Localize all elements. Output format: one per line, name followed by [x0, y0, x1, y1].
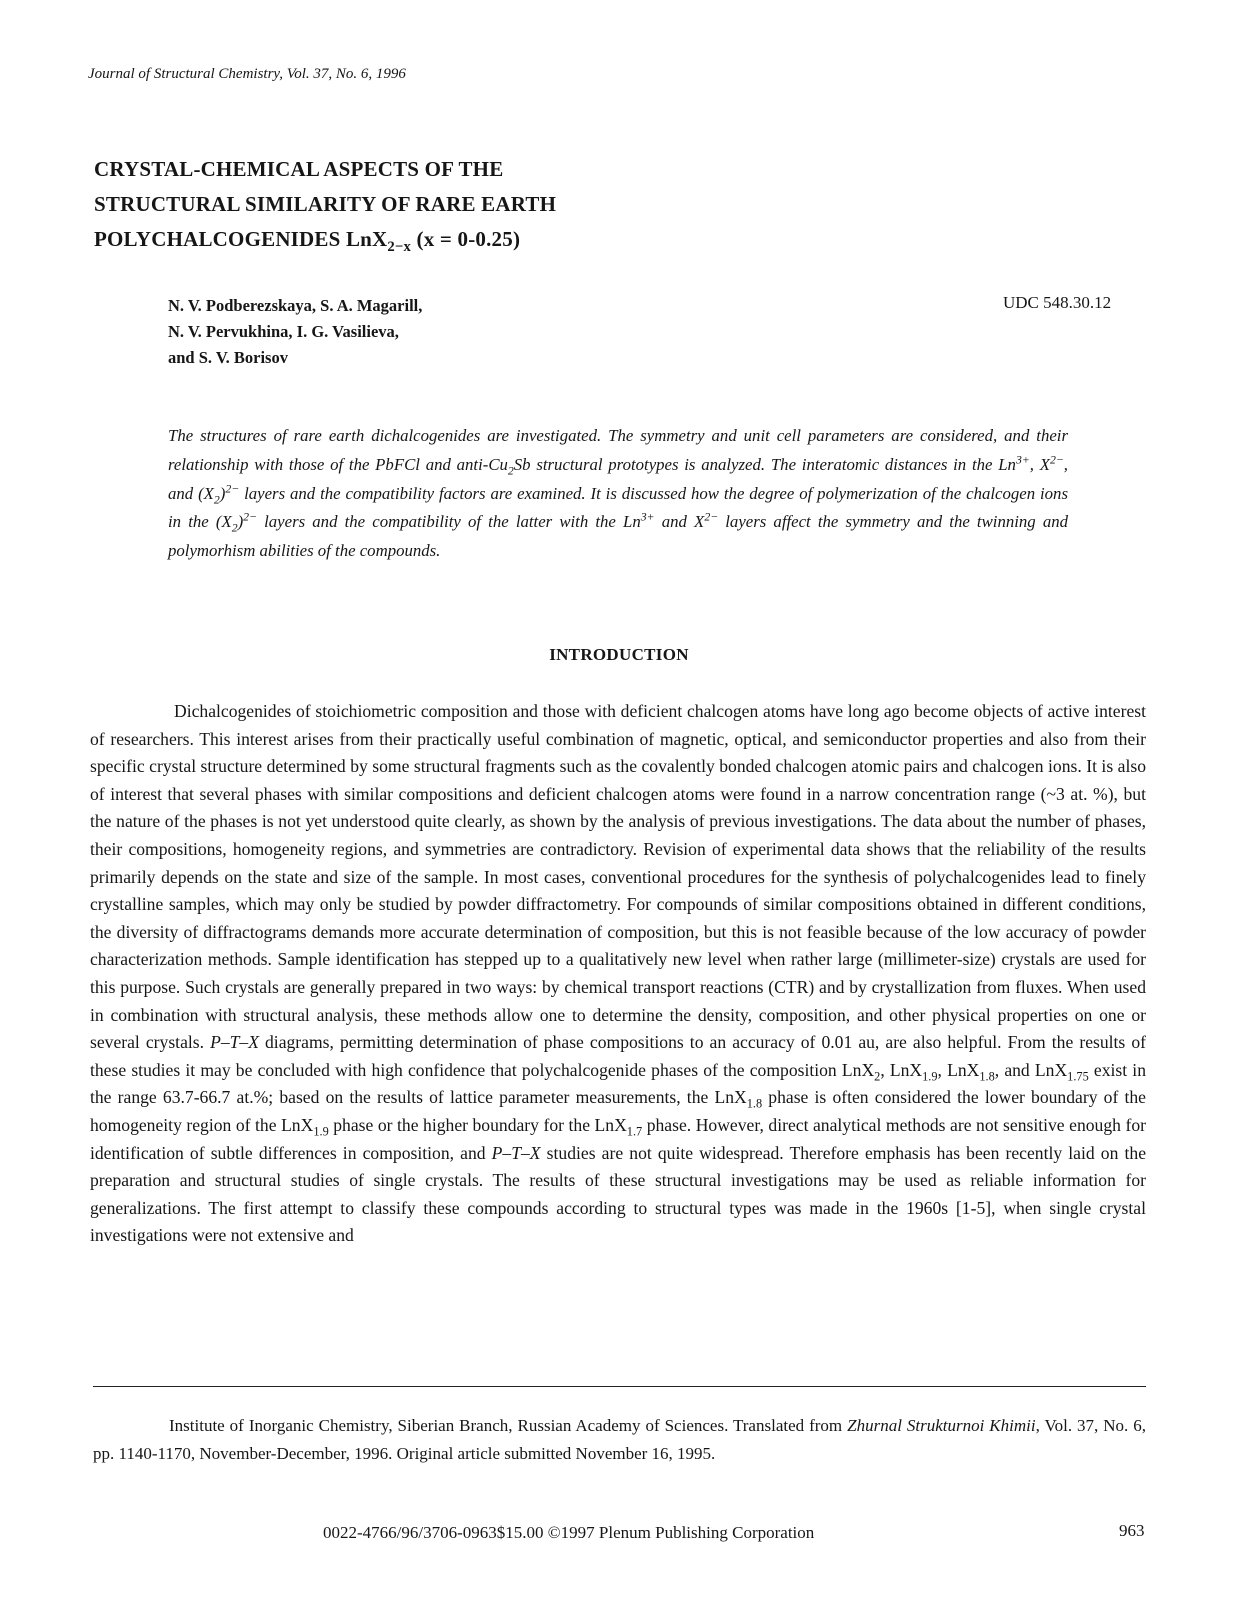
- formula-subscript: 1.8: [746, 1096, 763, 1111]
- body-italic-term: P–T–X: [210, 1032, 259, 1053]
- body-text-run: , LnX: [880, 1059, 923, 1080]
- page-number: 963: [1119, 1521, 1145, 1540]
- copyright-imprint: 0022-4766/96/3706-0963$15.00 ©1997 Plenum Publishing Corporation: [323, 1523, 815, 1542]
- formula-subscript: 1.7: [626, 1124, 643, 1139]
- formula-subscript: 1.8: [979, 1069, 995, 1084]
- formula-subscript: 1.9: [922, 1069, 938, 1084]
- section-heading-introduction: INTRODUCTION: [549, 645, 689, 664]
- body-text-run: , LnX: [937, 1059, 980, 1080]
- body-text-run: Dichalcogenides of stoichiometric composition and those with deficient chalcogen atoms have long ago become objects of active interest of researchers. This interest arises from their practically useful combination of magnetic, optical, and semiconductor properties and also from their specific crystal structure determined by some structural fragments such as the covalently bonded chalcogen atomic pairs and chalcogen ions. It is also of interest that several phases with similar compositions and deficient chalcogen atoms were found in a narrow concentration range (~3 at. %), but the nature of the phases is not yet understood quite clearly, as shown by the analysis of previous investigations. The data about the number of phases, their compositions, homogeneity regions, and symmetries are contradictory. Revision of experimental data shows that the reliability of the results primarily depends on the state and size of the sample. In most cases, conventional procedures for the synthesis of polychalcogenides lead to finely crystalline samples, which may only be studied by powder diffractometry. For compounds of similar compositions obtained in different conditions, the diversity of diffractograms demands more accurate determination of composition, but this is not feasible because of the low accuracy of powder characterization methods. Sample identification has stepped up to a qualitatively new level when rather large (millimeter-size) crystals are used for this purpose. Such crystals are generally prepared in two ways: by chemical transport reactions (CTR) and by crystallization from fluxes. When used in combination with structural analysis, these methods allow one to determine the density, composition, and other physical properties on one or several crystals.: [90, 701, 1146, 1053]
- abstract-text: Sb structural prototypes is analyzed.: [513, 454, 766, 474]
- body-text-run: phase is often considered the lower boundary of the homogeneity region of the LnX: [90, 1087, 1146, 1135]
- author-line-1: N. V. Podberezskaya, S. A. Magarill,: [168, 296, 423, 315]
- abstract-text: , X: [1029, 454, 1050, 474]
- footnote-text: Institute of Inorganic Chemistry, Siberian Branch, Russian Academy of Sciences. Translated from: [169, 1416, 848, 1435]
- abstract-text: and X: [654, 512, 705, 532]
- author-line-2: N. V. Pervukhina, I. G. Vasilieva,: [168, 322, 399, 341]
- formula-subscript: 1.9: [313, 1124, 329, 1139]
- abstract-text: The interatomic distances in the Ln: [770, 454, 1016, 474]
- title-line-2: STRUCTURAL SIMILARITY OF RARE EARTH: [94, 192, 557, 216]
- title-line-1: CRYSTAL-CHEMICAL ASPECTS OF THE: [94, 157, 504, 181]
- body-text-run: phase or the higher boundary for the LnX: [328, 1114, 627, 1135]
- affiliation-footnote: [93, 1412, 1146, 1467]
- udc-code: UDC 548.30.12: [1003, 293, 1112, 312]
- formula-subscript: 1.75: [1067, 1069, 1089, 1084]
- running-head: Journal of Structural Chemistry, Vol. 37, No. 6, 1996: [88, 66, 406, 82]
- author-list: [168, 293, 688, 371]
- abstract-text: The structures of rare earth dichalcogenides are investigated. The symmetry and unit cell parameters are considered, and their relationship with those of the PbFCl and anti-Cu: [168, 426, 1068, 474]
- body-italic-term: P–T–X: [491, 1142, 541, 1163]
- introduction-body: [90, 698, 1146, 1250]
- abstract-text: layers and the compatibility of the latter with the Ln: [256, 512, 641, 532]
- abstract-text: ): [219, 483, 226, 503]
- introduction-paragraph: [90, 698, 1146, 1250]
- author-line-3: and S. V. Borisov: [168, 348, 288, 367]
- footnote-divider: [93, 1386, 1146, 1387]
- body-text-run: phase. However, direct analytical methods are not sensitive enough for identification of subtle differences in composition, and: [90, 1114, 1146, 1163]
- abstract-superscript: 2−: [1049, 453, 1064, 467]
- title-formula-subscript: 2−x: [387, 239, 412, 256]
- abstract: [168, 422, 1068, 566]
- abstract-superscript: 3+: [1015, 453, 1030, 467]
- title-formula-suffix: (x = 0-0.25): [411, 227, 521, 251]
- abstract-subscript: 2: [231, 521, 238, 535]
- footnote-text: , Vol. 37, No. 6, pp. 1140-1170, November-December, 1996. Original article submitted November 16, 1995.: [93, 1416, 1147, 1463]
- title-formula-prefix: POLYCHALCOGENIDES LnX: [94, 227, 388, 251]
- formula-subscript: 2: [874, 1069, 881, 1084]
- body-text-run: studies are not quite widespread. Therefore emphasis has been recently laid on the preparation and structural studies of single crystals. The results of these structural investigations may be used as reliable information for generalizations. The first attempt to classify these compounds according to structural types was made in the 1960s [1-5], when single crystal investigations were not extensive and: [90, 1142, 1147, 1246]
- abstract-superscript: 2−: [704, 510, 719, 524]
- body-text-run: exist in the range 63.7-66.7 at.%; based on the results of lattice parameter measurements, the LnX: [90, 1059, 1146, 1108]
- abstract-superscript: 3+: [640, 510, 655, 524]
- body-text-run: diagrams, permitting determination of phase compositions to an accuracy of 0.01 au, are also helpful. From the results of these studies it may be concluded with high confidence that polychalcogenide phases of the composition LnX: [90, 1032, 1146, 1080]
- article-title: [94, 152, 854, 257]
- body-text-run: , and LnX: [994, 1059, 1068, 1080]
- abstract-text: It is discussed how the degree of polymerization of the chalcogen ions in the (X: [168, 483, 1068, 532]
- abstract-superscript: 2−: [225, 482, 240, 495]
- abstract-text: ): [237, 512, 244, 532]
- title-line-3: [94, 222, 854, 257]
- abstract-superscript: 2−: [243, 510, 257, 524]
- abstract-subscript: 2: [507, 464, 514, 478]
- footnote-journal-title: Zhurnal Strukturnoi Khimii: [847, 1416, 1036, 1435]
- abstract-text: layers and the compatibility factors are examined.: [239, 483, 586, 503]
- abstract-text: layers affect the symmetry and the twinning and polymorhism abilities of the compounds.: [168, 512, 1068, 561]
- abstract-text: , and (X: [168, 454, 1068, 503]
- abstract-subscript: 2: [213, 492, 220, 506]
